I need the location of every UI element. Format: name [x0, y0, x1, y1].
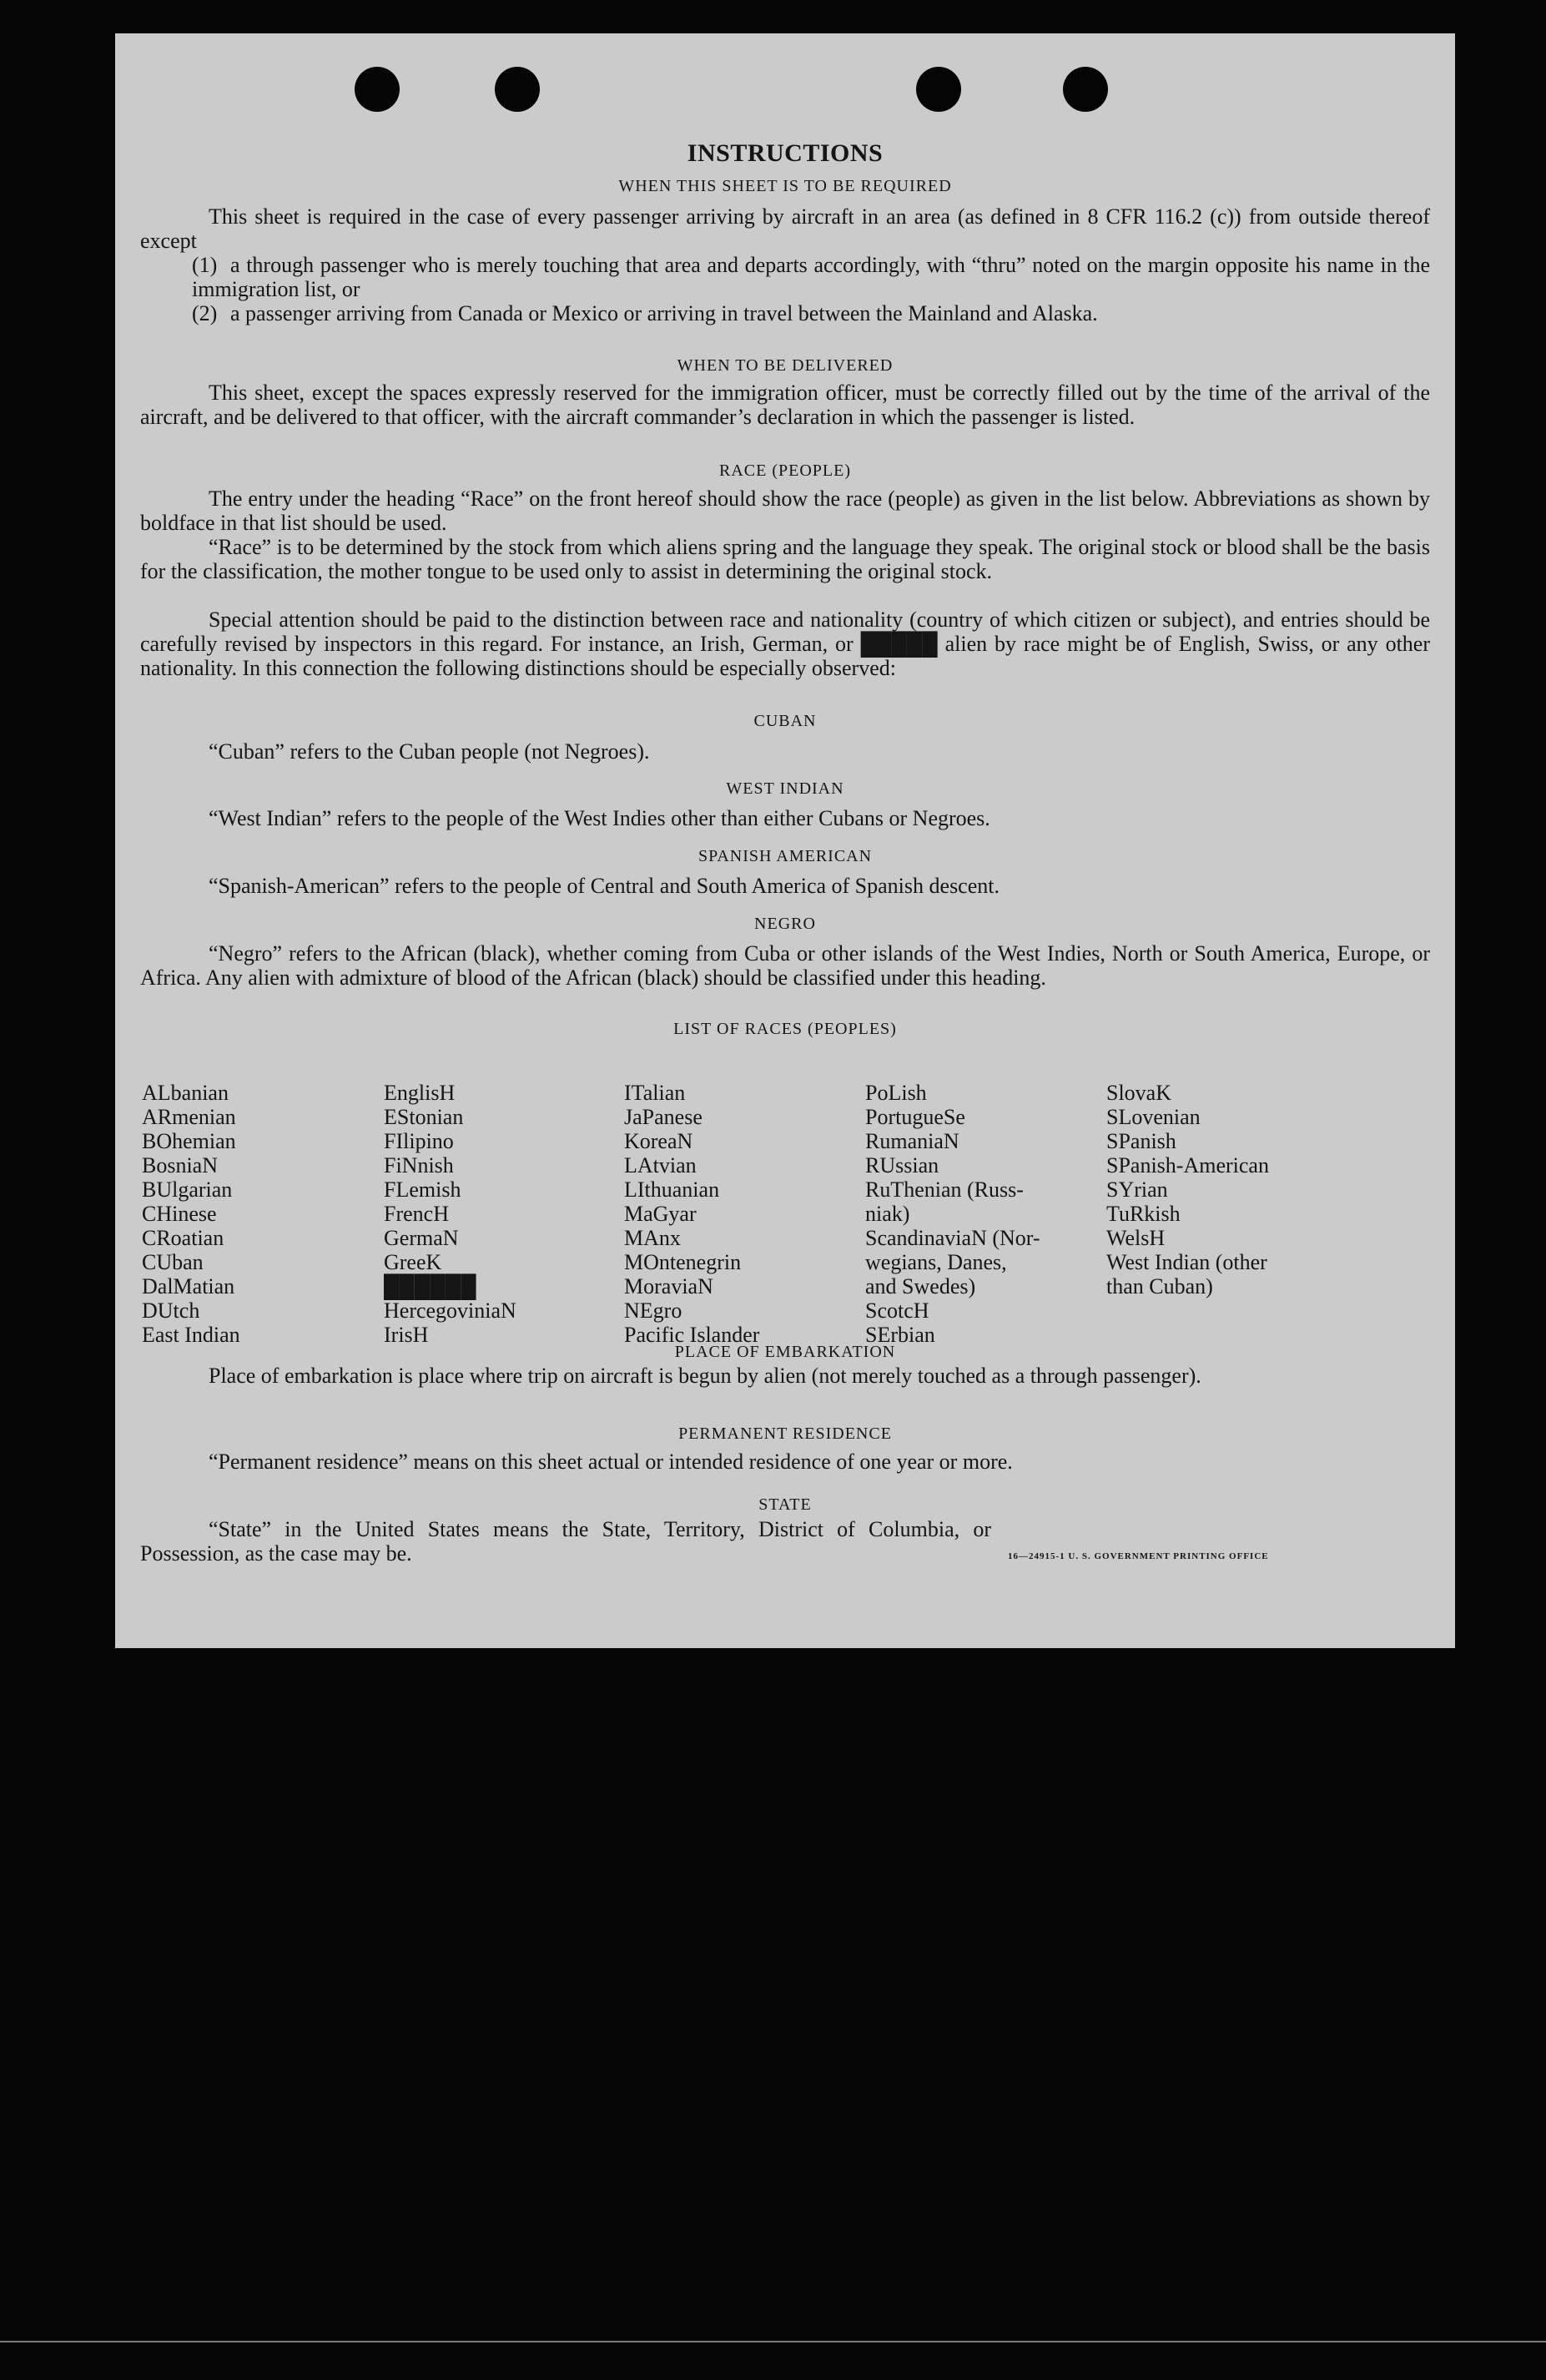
race-list-item: PoLish: [865, 1081, 927, 1105]
page-title: INSTRUCTIONS: [687, 139, 884, 167]
west-indian-text: “West Indian” refers to the people of the West Indies other than either Cubans or Negroes.: [209, 806, 990, 830]
heading-state: STATE: [758, 1495, 812, 1514]
race-list-item: MaGyar: [624, 1202, 697, 1226]
race-paragraph-2: “Race” is to be determined by the stock from which aliens spring and the language they speak. The original stock or blood shall be the basis for the classification, the mother tongue to be used only to assist in determining the original stock.: [140, 535, 1430, 583]
heading-list-of-races: LIST OF RACES (PEOPLES): [673, 1020, 897, 1038]
race-list-item: TuRkish: [1106, 1202, 1181, 1226]
race-list-item: West Indian (other: [1106, 1250, 1267, 1274]
when-delivered-text: This sheet, except the spaces expressly reserved for the immigration officer, must be correctly filled out by the time of the arrival of the aircraft, and be delivered to that officer, with the aircraft commander’s declaration in which the passenger is listed.: [140, 381, 1430, 429]
race-list-item: HercegoviniaN: [384, 1298, 516, 1323]
scan-edge-line: [0, 2341, 1546, 2342]
heading-west-indian: WEST INDIAN: [726, 779, 844, 798]
heading-place-of-embarkation: PLACE OF EMBARKATION: [674, 1343, 896, 1361]
race-list-item: SErbian: [865, 1323, 935, 1347]
race-list-item: EnglisH: [384, 1081, 456, 1105]
race-paragraph-1: The entry under the heading “Race” on the front hereof should show the race (people) as given in the list below. Abbreviations as shown by boldface in that list should be used.: [140, 487, 1430, 535]
race-list-item: RUssian: [865, 1153, 939, 1177]
heading-race: RACE (PEOPLE): [719, 461, 851, 480]
race-list-item: PortugueSe: [865, 1105, 965, 1129]
instruction-sheet: [115, 33, 1455, 1648]
race-list-item: GermaN: [384, 1226, 459, 1250]
item-number: (1): [192, 253, 218, 277]
race-list-item: FrencH: [384, 1202, 449, 1226]
punch-hole: [1063, 67, 1108, 112]
item-number: (2): [192, 301, 218, 325]
race-column-2: [384, 1081, 516, 1347]
race-list-item: MAnx: [624, 1226, 681, 1250]
heading-when-delivered: WHEN TO BE DELIVERED: [677, 356, 894, 375]
race-list-item: MoraviaN: [624, 1274, 713, 1298]
race-list-item: WelsH: [1106, 1226, 1166, 1250]
race-list-item: EStonian: [384, 1105, 464, 1129]
race-list-item: and Swedes): [865, 1274, 976, 1298]
heading-negro: NEGRO: [754, 915, 816, 933]
cuban-text: “Cuban” refers to the Cuban people (not Negroes).: [209, 739, 650, 764]
race-list-item: DUtch: [142, 1298, 200, 1323]
printing-office-imprint: 16—24915-1 U. S. GOVERNMENT PRINTING OFFICE: [1008, 1551, 1269, 1561]
race-list-item: RumaniaN: [865, 1129, 959, 1153]
race-list-item: MOntenegrin: [624, 1250, 742, 1274]
race-list-item: DalMatian: [142, 1274, 235, 1298]
race-list-item: East Indian: [142, 1323, 240, 1347]
negro-text: “Negro” refers to the African (black), whether coming from Cuba or other islands of the West Indies, North or South America, Europe, or Africa. Any alien with admixture of blood of the African (black) should be classified under this heading.: [140, 941, 1430, 990]
race-column-5: [1106, 1081, 1269, 1298]
permanent-residence-text: “Permanent residence” means on this sheet actual or intended residence of one year or more.: [209, 1450, 1013, 1474]
race-list-item: NEgro: [624, 1298, 682, 1323]
race-list-item: IrisH: [384, 1323, 429, 1347]
race-list-item: KoreaN: [624, 1129, 693, 1153]
race-list-item: ALbanian: [142, 1081, 229, 1105]
exception-item-1: [192, 253, 1430, 301]
race-list-item: Pacific Islander: [624, 1323, 760, 1347]
heading-spanish-american: SPANISH AMERICAN: [697, 847, 873, 865]
race-list-item: SlovaK: [1106, 1081, 1171, 1105]
punch-hole: [495, 67, 540, 112]
race-list-item: FLemish: [384, 1177, 461, 1202]
race-list-item: BUlgarian: [142, 1177, 233, 1202]
embarkation-text: Place of embarkation is place where trip on aircraft is begun by alien (not merely touched as a through passenger).: [209, 1364, 1201, 1388]
race-column-1: [142, 1081, 240, 1347]
race-list-item: FIlipino: [384, 1129, 454, 1153]
race-list-item: CRoatian: [142, 1226, 224, 1250]
race-list-item: GreeK: [384, 1250, 442, 1274]
item-text: a through passenger who is merely touching that area and departs accordingly, with “thru” noted on the margin opposite his name in the immigration list, or: [192, 253, 1430, 301]
race-list-item: CUban: [142, 1250, 204, 1274]
race-list-item: SPanish-American: [1106, 1153, 1269, 1177]
race-list-item: BOhemian: [142, 1129, 236, 1153]
race-list-item: than Cuban): [1106, 1274, 1213, 1298]
race-column-3: [624, 1081, 759, 1347]
race-list-item: ScotcH: [865, 1298, 929, 1323]
race-list-item: SYrian: [1106, 1177, 1168, 1202]
heading-when-required: WHEN THIS SHEET IS TO BE REQUIRED: [618, 177, 952, 195]
race-list-item: ██████: [384, 1274, 476, 1298]
spanish-american-text: “Spanish-American” refers to the people of Central and South America of Spanish descent.: [209, 874, 1000, 898]
race-paragraph-3: Special attention should be paid to the distinction between race and nationality (country of which citizen or subject), and entries should be carefully revised by inspectors in this regard. For instance, an Irish, German, or █████ alien by race might be of English, Swiss, or any other nationality. In this connection the following distinctions should be especially observed:: [140, 608, 1430, 680]
race-list-item: ScandinaviaN (Nor-: [865, 1226, 1040, 1250]
race-list-item: CHinese: [142, 1202, 217, 1226]
race-column-4: [865, 1081, 1040, 1347]
exception-item-2: [192, 301, 1430, 325]
punch-hole: [355, 67, 400, 112]
race-list-item: ARmenian: [142, 1105, 236, 1129]
race-list-item: LIthuanian: [624, 1177, 720, 1202]
heading-cuban: CUBAN: [753, 712, 817, 730]
heading-permanent-residence: PERMANENT RESIDENCE: [678, 1424, 892, 1443]
state-text: “State” in the United States means the State, Territory, District of Columbia, or Possession, as the case may be.: [140, 1517, 991, 1566]
race-list-item: ITalian: [624, 1081, 686, 1105]
race-list-item: JaPanese: [624, 1105, 702, 1129]
when-required-intro: This sheet is required in the case of every passenger arriving by aircraft in an area (as defined in 8 CFR 116.2 (c)) from outside thereof except: [140, 204, 1430, 253]
race-list-item: SPanish: [1106, 1129, 1176, 1153]
race-list-item: LAtvian: [624, 1153, 697, 1177]
race-list-item: SLovenian: [1106, 1105, 1201, 1129]
item-text: a passenger arriving from Canada or Mexico or arriving in travel between the Mainland and Alaska.: [230, 301, 1098, 325]
race-list-item: FiNnish: [384, 1153, 454, 1177]
race-list-item: wegians, Danes,: [865, 1250, 1007, 1274]
race-list-item: BosniaN: [142, 1153, 218, 1177]
race-list-item: RuThenian (Russ-: [865, 1177, 1024, 1202]
punch-hole: [916, 67, 961, 112]
race-list-item: niak): [865, 1202, 910, 1226]
